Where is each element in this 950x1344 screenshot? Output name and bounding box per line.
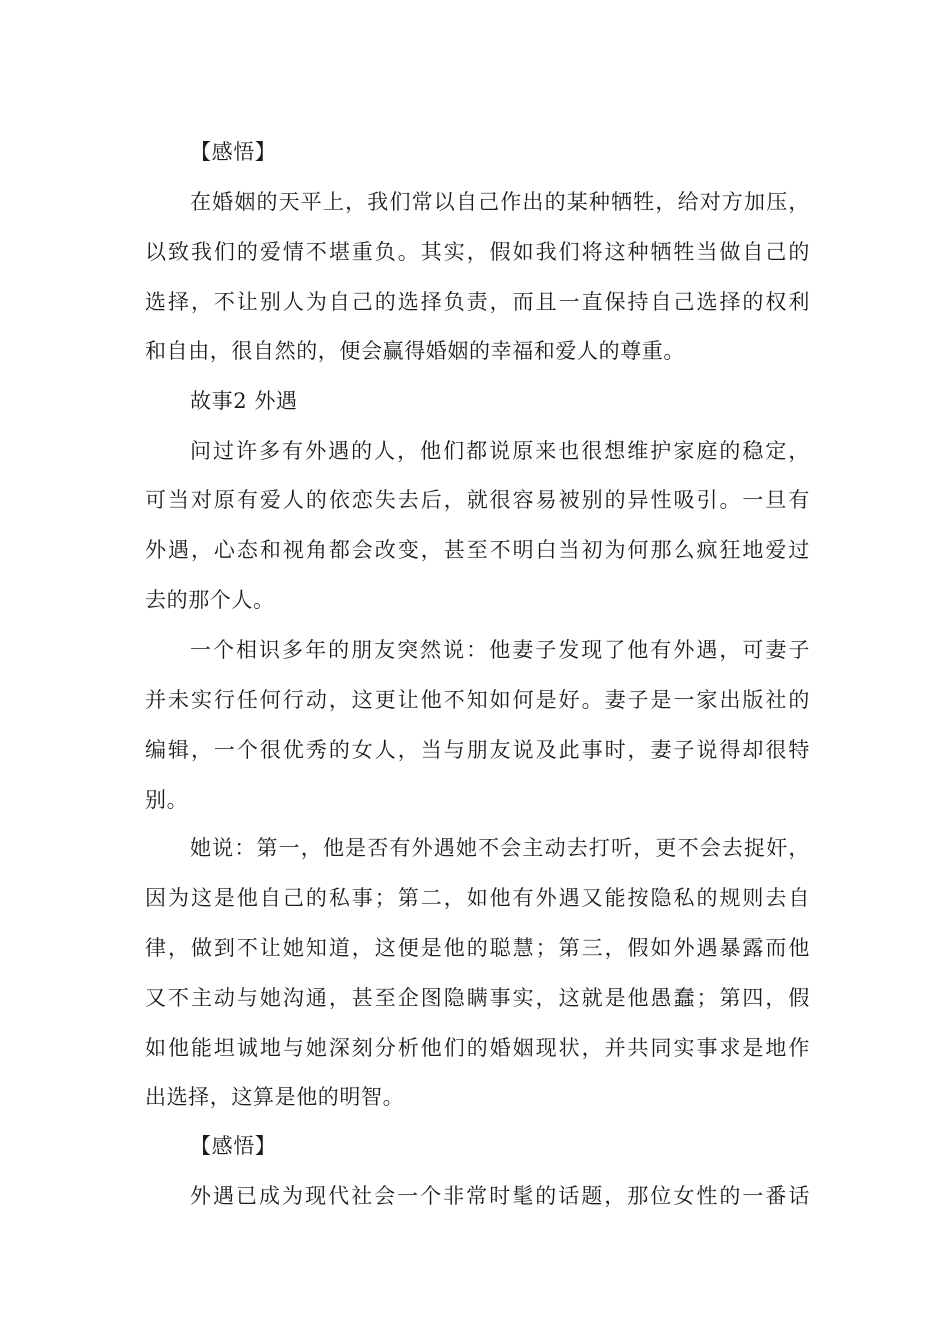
paragraph-line: 出选择，这算是他的明智。	[145, 1085, 405, 1109]
paragraph-line: 问过许多有外遇的人，他们都说原来也很想维护家庭的稳定，	[190, 439, 810, 463]
paragraph-line: 和自由，很自然的，便会赢得婚姻的幸福和爱人的尊重。	[145, 339, 685, 363]
paragraph-line: 外遇已成为现代社会一个非常时髦的话题，那位女性的一番话	[190, 1184, 810, 1208]
paragraph-line: 别。	[145, 788, 189, 812]
paragraph-line: 以致我们的爱情不堪重负。其实，假如我们将这种牺牲当做自己的	[145, 240, 810, 264]
paragraph-line: 因为这是他自己的私事；第二，如他有外遇又能按隐私的规则去自	[145, 886, 810, 910]
paragraph-line: 如他能坦诚地与她深刻分析他们的婚姻现状，并共同实事求是地作	[145, 1036, 810, 1060]
paragraph-line: 在婚姻的天平上，我们常以自己作出的某种牺牲，给对方加压，	[190, 190, 810, 214]
paragraph-line: 律，做到不让她知道，这便是他的聪慧；第三，假如外遇暴露而他	[145, 936, 810, 960]
paragraph-line: 一个相识多年的朋友突然说：他妻子发现了他有外遇，可妻子	[190, 638, 810, 662]
section-heading: 【感悟】	[190, 1134, 277, 1158]
paragraph-line: 她说：第一，他是否有外遇她不会主动去打听，更不会去捉奸，	[190, 836, 810, 860]
paragraph-line: 外遇，心态和视角都会改变，甚至不明白当初为何那么疯狂地爱过	[145, 538, 810, 562]
paragraph-line: 并未实行任何行动，这更让他不知如何是好。妻子是一家出版社的	[145, 688, 810, 712]
story-title: 故事2 外遇	[190, 389, 298, 413]
paragraph-line: 又不主动与她沟通，甚至企图隐瞒事实，这就是他愚蠢；第四，假	[145, 986, 810, 1010]
paragraph-line: 可当对原有爱人的依恋失去后，就很容易被别的异性吸引。一旦有	[145, 488, 810, 512]
paragraph-line: 选择，不让别人为自己的选择负责，而且一直保持自己选择的权利	[145, 290, 810, 314]
paragraph-line: 编辑，一个很优秀的女人，当与朋友说及此事时，妻子说得却很特	[145, 738, 810, 762]
section-heading: 【感悟】	[190, 140, 277, 164]
paragraph-line: 去的那个人。	[145, 588, 275, 612]
